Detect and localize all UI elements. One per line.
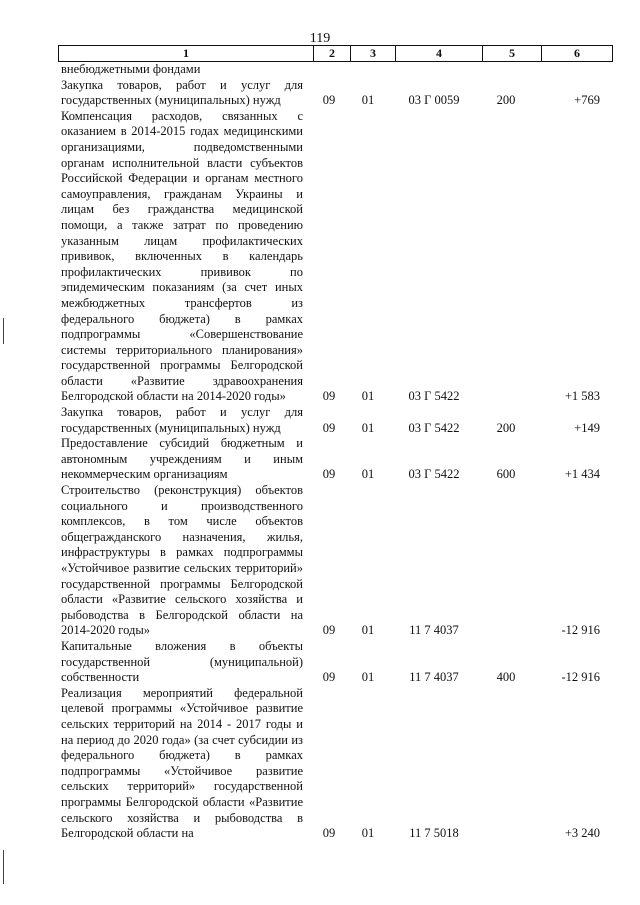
row-section: 09 (322, 93, 336, 108)
row-subsection: 01 (361, 389, 375, 404)
row-description: Предоставление субсидий бюджетным и автономным учреждениям и иным некоммерческим организациям (61, 436, 303, 482)
table-row (58, 62, 618, 78)
row-section: 09 (322, 467, 336, 482)
row-subsection: 01 (361, 623, 375, 638)
row-amount: +1 434 (564, 467, 600, 482)
table-row (58, 436, 618, 483)
row-amount: -12 916 (561, 623, 600, 638)
row-amount: +3 240 (564, 826, 600, 841)
row-target-article: 03 Г 5422 (408, 467, 460, 482)
header-col-4: 4 (396, 46, 483, 62)
row-description: Компенсация расходов, связанных с оказанием в 2014-2015 годах медицинскими организациями, подведомственными органам исполнительной власти субъектов Российской Федерации и органам местного самоуправления, гражданам Украины и лицам без гражданства медицинской помощи, а также затрат по проведению указанным лицам профилактических прививок, включенных в календарь профилактических прививок по эпидемическим показаниям (за счет иных межбюджетных трансфертов из федерального бюджета) в рамках подпрограммы «Совершенствование системы территориального планирования» государственной программы Белгородской области «Развитие здравоохранения Белгородской области на 2014-2020 годы» (61, 108, 303, 404)
table-row (58, 405, 618, 436)
row-section: 09 (322, 420, 336, 435)
row-expense-type: 200 (496, 420, 516, 435)
row-subsection: 01 (361, 420, 375, 435)
table-row (58, 639, 618, 686)
row-expense-type: 200 (496, 93, 516, 108)
row-expense-type: 600 (496, 467, 516, 482)
margin-mark (3, 850, 4, 884)
row-subsection: 01 (361, 670, 375, 685)
row-amount: +149 (574, 420, 600, 435)
row-expense-type: 400 (496, 670, 516, 685)
row-amount: +769 (574, 93, 600, 108)
row-description: внебюджетными фондами (61, 62, 201, 76)
margin-mark (3, 318, 4, 344)
table-row (58, 686, 618, 842)
row-target-article: 03 Г 0059 (408, 93, 460, 108)
table-row (58, 78, 618, 109)
header-col-1: 1 (59, 46, 314, 62)
row-section: 09 (322, 623, 336, 638)
row-section: 09 (322, 389, 336, 404)
header-col-2: 2 (314, 46, 351, 62)
row-section: 09 (322, 826, 336, 841)
table-body (58, 62, 618, 842)
row-target-article: 11 7 4037 (409, 623, 459, 638)
header-col-3: 3 (351, 46, 396, 62)
header-col-6: 6 (542, 46, 613, 62)
row-description: Строительство (реконструкция) объектов социального и производственного комплексов, в том числе объектов общегражданского назначения, жилья, инфраструктуры в рамках подпрограммы «Устойчивое развитие сельских территорий» государственной программы Белгородской области «Развитие сельского хозяйства и рыбоводства в Белгородской области на 2014-2020 годы» (61, 483, 303, 638)
row-subsection: 01 (361, 467, 375, 482)
row-target-article: 11 7 5018 (409, 826, 459, 841)
row-target-article: 03 Г 5422 (408, 389, 460, 404)
row-amount: +1 583 (564, 389, 600, 404)
table-row (58, 483, 618, 639)
table-row (58, 109, 618, 405)
row-subsection: 01 (361, 826, 375, 841)
page-number: 119 (309, 31, 331, 46)
row-description: Капитальные вложения в объекты государственной (муниципальной) собственности (61, 638, 303, 685)
table-header (58, 45, 613, 62)
row-amount: -12 916 (561, 670, 600, 685)
row-target-article: 11 7 4037 (409, 670, 459, 685)
row-target-article: 03 Г 5422 (408, 420, 460, 435)
row-description: Закупка товаров, работ и услуг для государственных (муниципальных) нужд (61, 405, 303, 435)
row-description: Закупка товаров, работ и услуг для государственных (муниципальных) нужд (61, 77, 303, 108)
row-subsection: 01 (361, 93, 375, 108)
header-col-5: 5 (483, 46, 542, 62)
row-section: 09 (322, 670, 336, 685)
row-description: Реализация мероприятий федеральной целевой программы «Устойчивое развитие сельских территорий на 2014 - 2017 годы и на период до 2020 года» (за счет субсидии из федерального бюджета) в рамках подпрограммы «Устойчивое развитие сельских территорий» государственной программы Белгородской области «Развитие сельского хозяйства и рыбоводства в Белгородской области на (61, 685, 303, 841)
